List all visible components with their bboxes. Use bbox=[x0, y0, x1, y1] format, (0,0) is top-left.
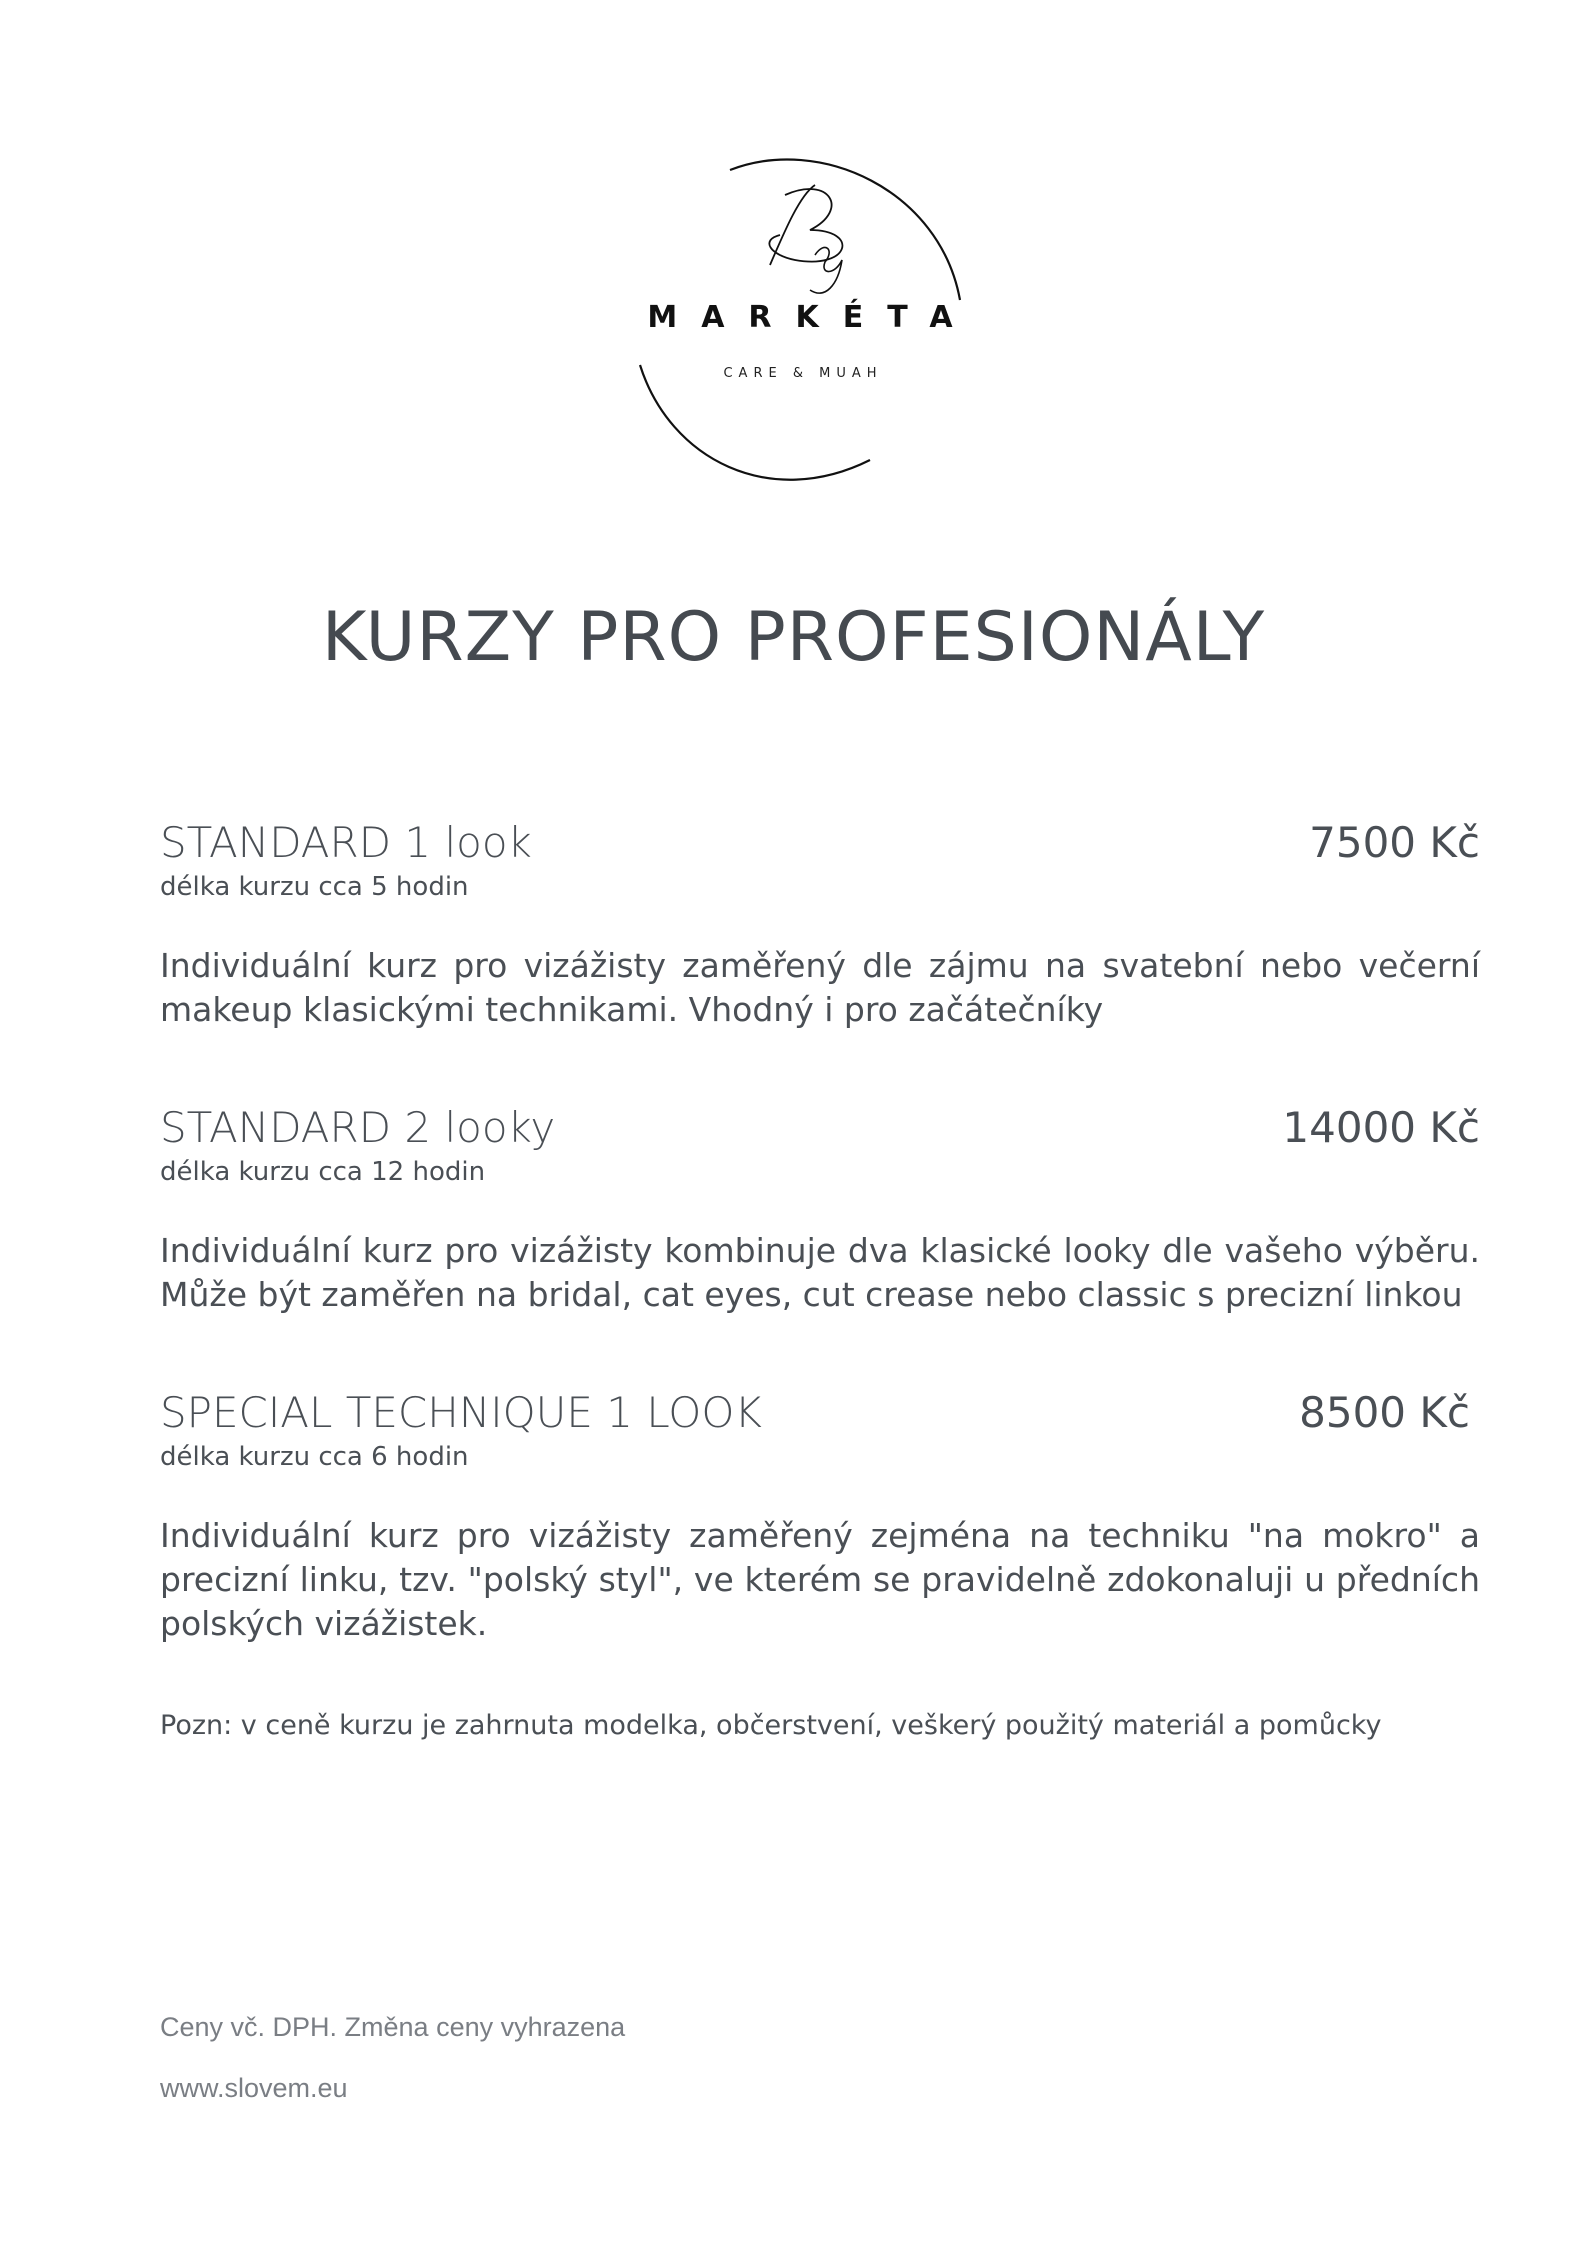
course-name: STANDARD 1 look bbox=[160, 818, 532, 867]
brand-name: MARKÉTA bbox=[647, 300, 977, 335]
course-description: Individuální kurz pro vizážisty kombinuje dva klasické looky dle vašeho výběru. Může být zaměřen na bridal, cat eyes, cut crease nebo classic s precizní linkou bbox=[160, 1231, 1480, 1314]
course-name: SPECIAL TECHNIQUE 1 LOOK bbox=[160, 1388, 762, 1437]
course-duration: délka kurzu cca 6 hodin bbox=[160, 1442, 469, 1472]
course-price: 8500 Kč bbox=[1299, 1388, 1470, 1437]
course-header bbox=[160, 1103, 1480, 1155]
brand-tagline: CARE & MUAH bbox=[723, 366, 883, 381]
logo-arc-top-right bbox=[730, 160, 960, 300]
page-title: KURZY PRO PROFESIONÁLY bbox=[321, 598, 1266, 677]
price-note: Pozn: v ceně kurzu je zahrnuta modelka, občerstvení, veškerý použitý materiál a pomůcky bbox=[160, 1710, 1382, 1741]
course-item bbox=[160, 818, 1480, 1032]
course-item bbox=[160, 1103, 1480, 1317]
course-price: 7500 Kč bbox=[1309, 818, 1480, 867]
monogram-icon bbox=[769, 185, 842, 293]
course-duration: délka kurzu cca 12 hodin bbox=[160, 1157, 486, 1187]
vat-notice: Ceny vč. DPH. Změna ceny vyhrazena bbox=[160, 2012, 626, 2042]
course-duration: délka kurzu cca 5 hodin bbox=[160, 872, 469, 902]
logo-arc-bottom-left bbox=[640, 365, 870, 480]
course-description: Individuální kurz pro vizážisty zaměřený zejména na techniku "na mokro" a precizní linku, tzv. "polský styl", ve kterém se pravidelně zdokonaluji u předních polských vizážistek. bbox=[160, 1516, 1480, 1643]
website-link[interactable]: www.slovem.eu bbox=[160, 2073, 348, 2103]
course-item bbox=[160, 1388, 1480, 1646]
course-name: STANDARD 2 looky bbox=[160, 1103, 556, 1152]
course-header bbox=[160, 1388, 1480, 1440]
course-description: Individuální kurz pro vizážisty zaměřený dle zájmu na svatební nebo večerní makeup klasickými technikami. Vhodný i pro začátečníky bbox=[160, 946, 1480, 1029]
course-header bbox=[160, 818, 1480, 870]
course-price: 14000 Kč bbox=[1282, 1103, 1480, 1152]
